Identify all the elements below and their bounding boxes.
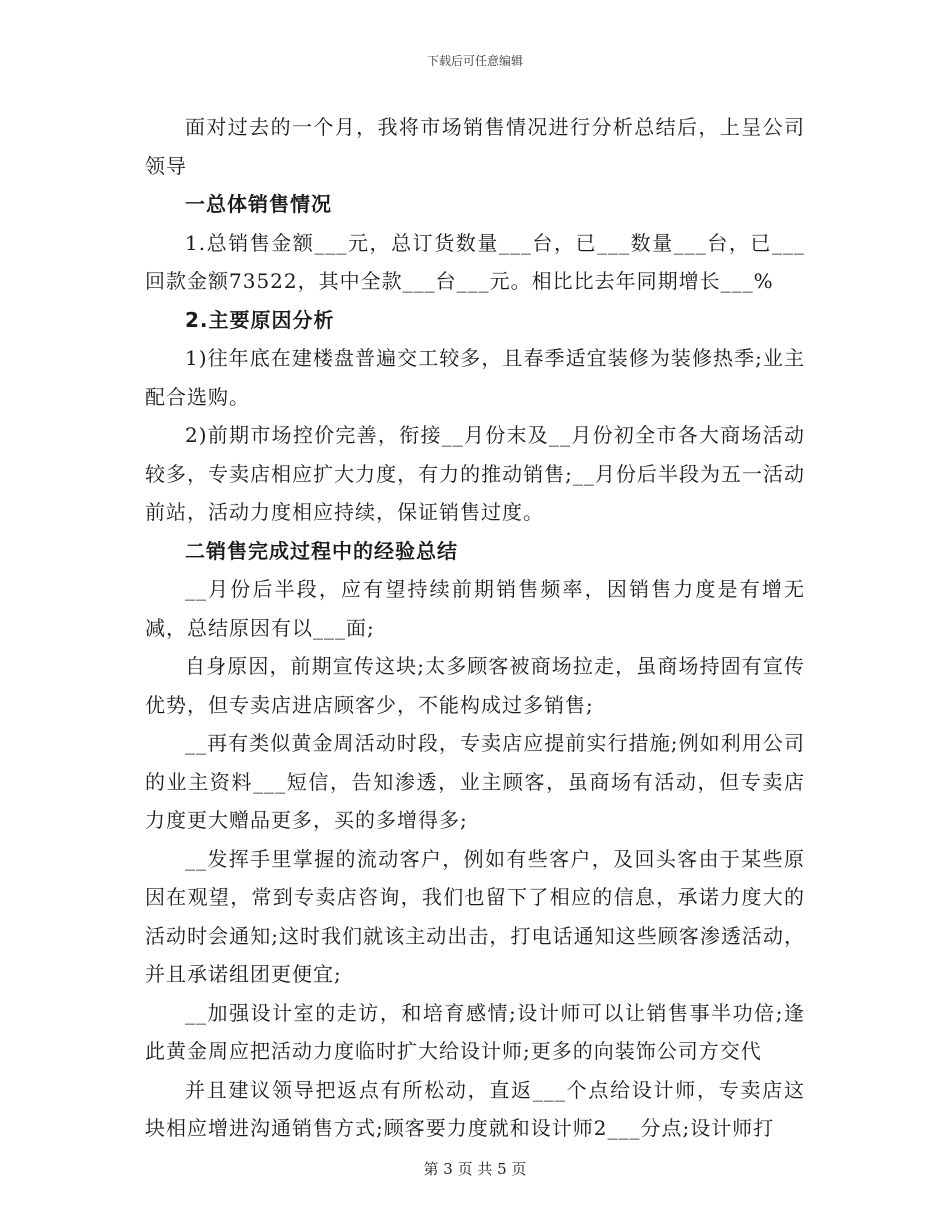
experience-paragraph-6: 并且建议领导把返点有所松动，直返___个点给设计师，专卖店这块相应增进沟通销售方式;顾客要力度就和设计师2___分点;设计师打 (145, 1077, 805, 1140)
reason-paragraph-2: 2)前期市场控价完善，衔接__月份末及__月份初全市各大商场活动较多，专卖店相应扩大力度，有力的推动销售;__月份后半段为五一活动前站，活动力度相应持续，保证销售过度。 (145, 423, 805, 524)
sales-figures-paragraph: 1.总销售金额___元，总订货数量___台，已___数量___台，已___回款金额73522，其中全款___台___元。相比比去年同期增长___% (145, 230, 805, 293)
section-heading-overall-sales: 一总体销售情况 (185, 192, 332, 216)
section-heading-reason-analysis: 2.主要原因分析 (185, 307, 335, 332)
experience-paragraph-4: __发挥手里掌握的流动客户，例如有些客户，及回头客由于某些原因在观望，常到专卖店咨询，我们也留下了相应的信息，承诺力度大的活动时会通知;这时我们就该主动出击，打电话通知这些顾客渗透活动，并且承诺组团更便宜; (145, 846, 805, 986)
experience-paragraph-1: __月份后半段，应有望持续前期销售频率，因销售力度是有增无减，总结原因有以___面; (145, 577, 805, 640)
page-footer: 第 3 页 共 5 页 (423, 1160, 527, 1178)
page-header: 下载后可任意编辑 (426, 54, 523, 68)
document-body (145, 108, 805, 1148)
reason-paragraph-1: 1)往年底在建楼盘普遍交工较多，且春季适宜装修为装修热季;业主配合选购。 (145, 346, 805, 409)
experience-paragraph-3: __再有类似黄金周活动时段，专卖店应提前实行措施;例如利用公司的业主资料___短信，告知渗透，业主顾客，虽商场有活动，但专卖店力度更大赠品更多，买的多增得多; (145, 731, 805, 832)
section-heading-experience-summary: 二销售完成过程中的经验总结 (185, 538, 458, 563)
experience-paragraph-2: 自身原因，前期宣传这块;太多顾客被商场拉走，虽商场持固有宣传优势，但专卖店进店顾客少，不能构成过多销售; (145, 654, 805, 717)
intro-paragraph: 面对过去的一个月，我将市场销售情况进行分析总结后，上呈公司领导 (145, 115, 805, 178)
experience-paragraph-5: __加强设计室的走访，和培育感情;设计师可以让销售事半功倍;逢此黄金周应把活动力度临时扩大给设计师;更多的向装饰公司方交代 (145, 1000, 805, 1063)
